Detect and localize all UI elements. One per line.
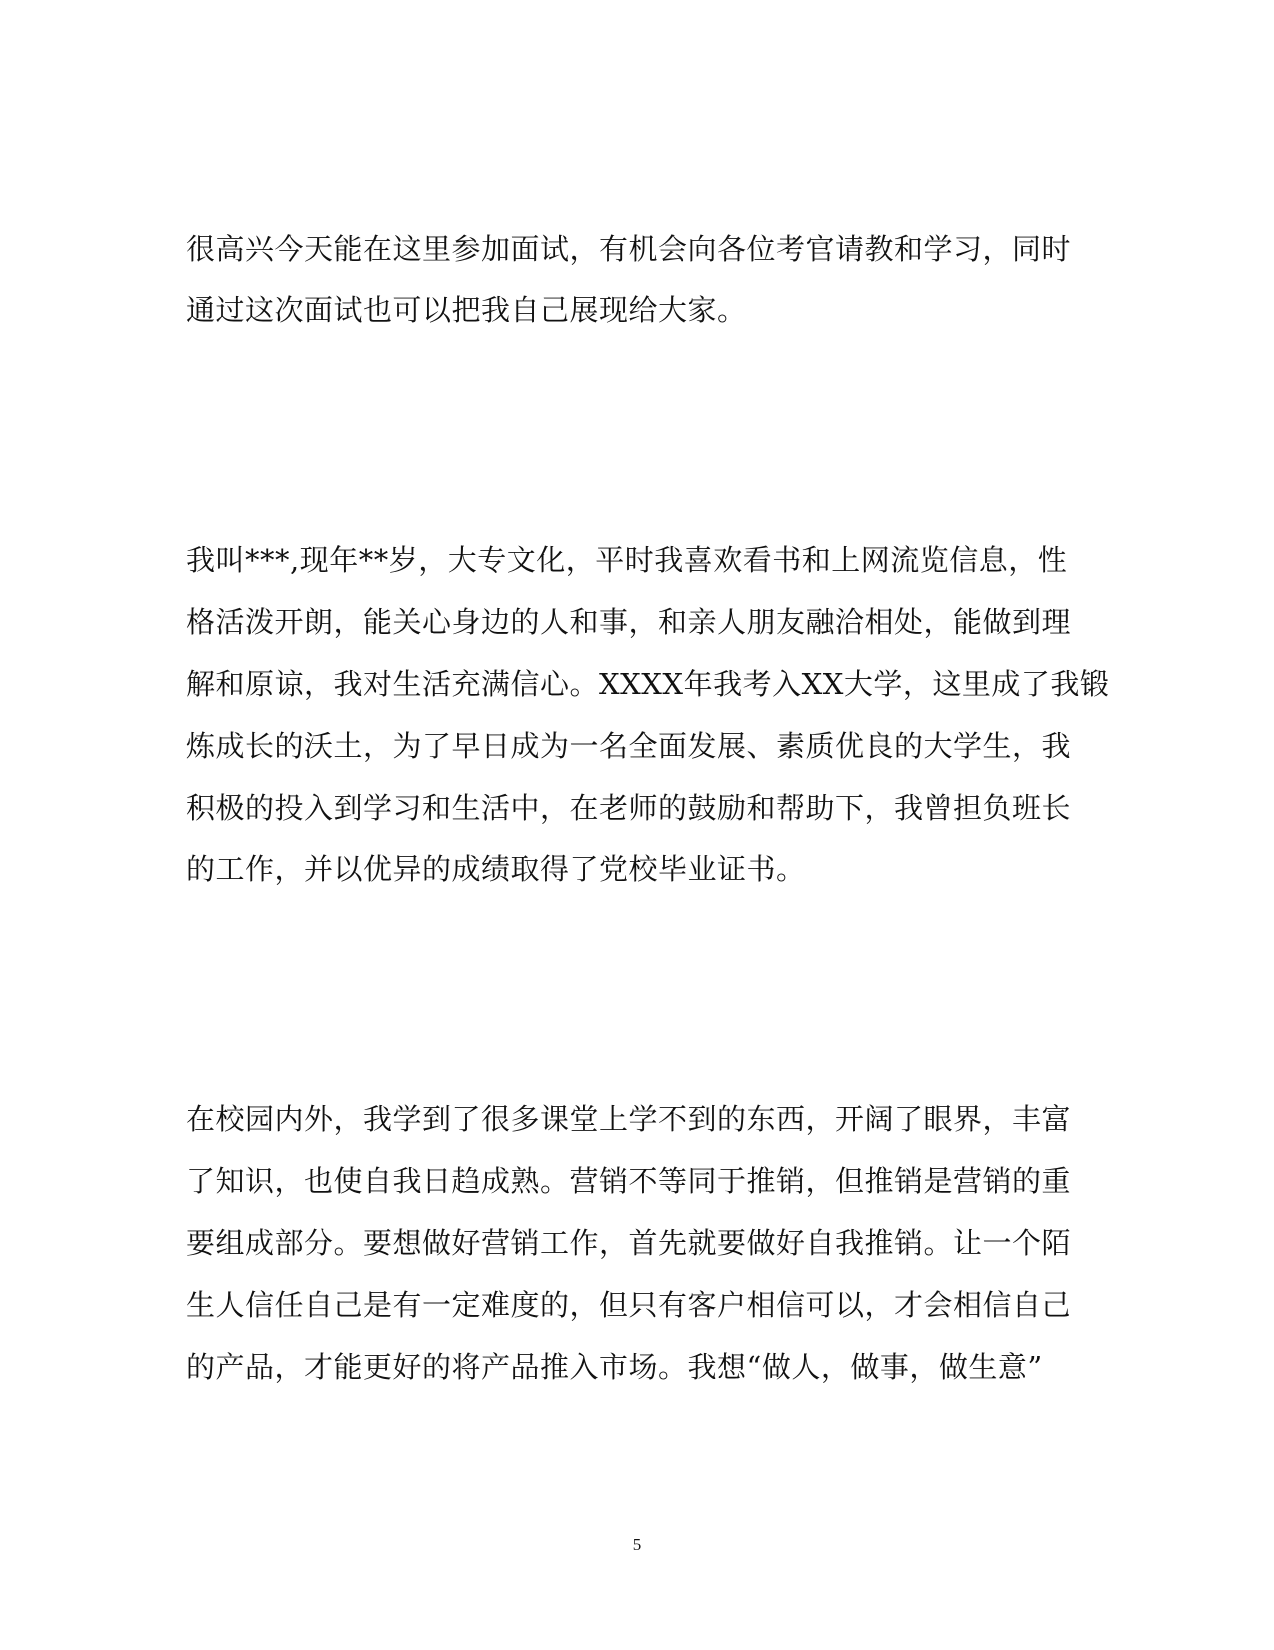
paragraph-3-line-1: 在校园内外，我学到了很多课堂上学不到的东西，开阔了眼界，丰富 bbox=[186, 1102, 1072, 1136]
paragraph-3-line-3: 要组成部分。要想做好营销工作，首先就要做好自我推销。让一个陌 bbox=[186, 1226, 1072, 1260]
paragraph-3-line-2: 了知识，也使自我日趋成熟。营销不等同于推销，但推销是营销的重 bbox=[186, 1164, 1072, 1198]
paragraph-2-line-5: 积极的投入到学习和生活中，在老师的鼓励和帮助下，我曾担负班长 bbox=[186, 791, 1072, 825]
paragraph-2-line-1: 我叫***,现年**岁，大专文化，平时我喜欢看书和上网流览信息，性 bbox=[186, 543, 1068, 577]
paragraph-1-line-1: 很高兴今天能在这里参加面试，有机会向各位考官请教和学习，同时 bbox=[186, 232, 1072, 266]
page-number: 5 bbox=[632, 1535, 642, 1554]
paragraph-2-line-3: 解和原谅，我对生活充满信心。XXXX年我考入XX大学，这里成了我锻 bbox=[186, 667, 1110, 701]
paragraph-1-line-2: 通过这次面试也可以把我自己展现给大家。 bbox=[186, 293, 747, 327]
paragraph-2-line-6: 的工作，并以优异的成绩取得了党校毕业证书。 bbox=[186, 852, 806, 886]
paragraph-3-line-4: 生人信任自己是有一定难度的，但只有客户相信可以，才会相信自己 bbox=[186, 1288, 1072, 1322]
paragraph-2-line-4: 炼成长的沃土，为了早日成为一名全面发展、素质优良的大学生，我 bbox=[186, 729, 1072, 763]
paragraph-3-line-5: 的产品，才能更好的将产品推入市场。我想“做人，做事，做生意” bbox=[186, 1350, 1043, 1384]
paragraph-2-line-2: 格活泼开朗，能关心身边的人和事，和亲人朋友融洽相处，能做到理 bbox=[186, 605, 1072, 639]
